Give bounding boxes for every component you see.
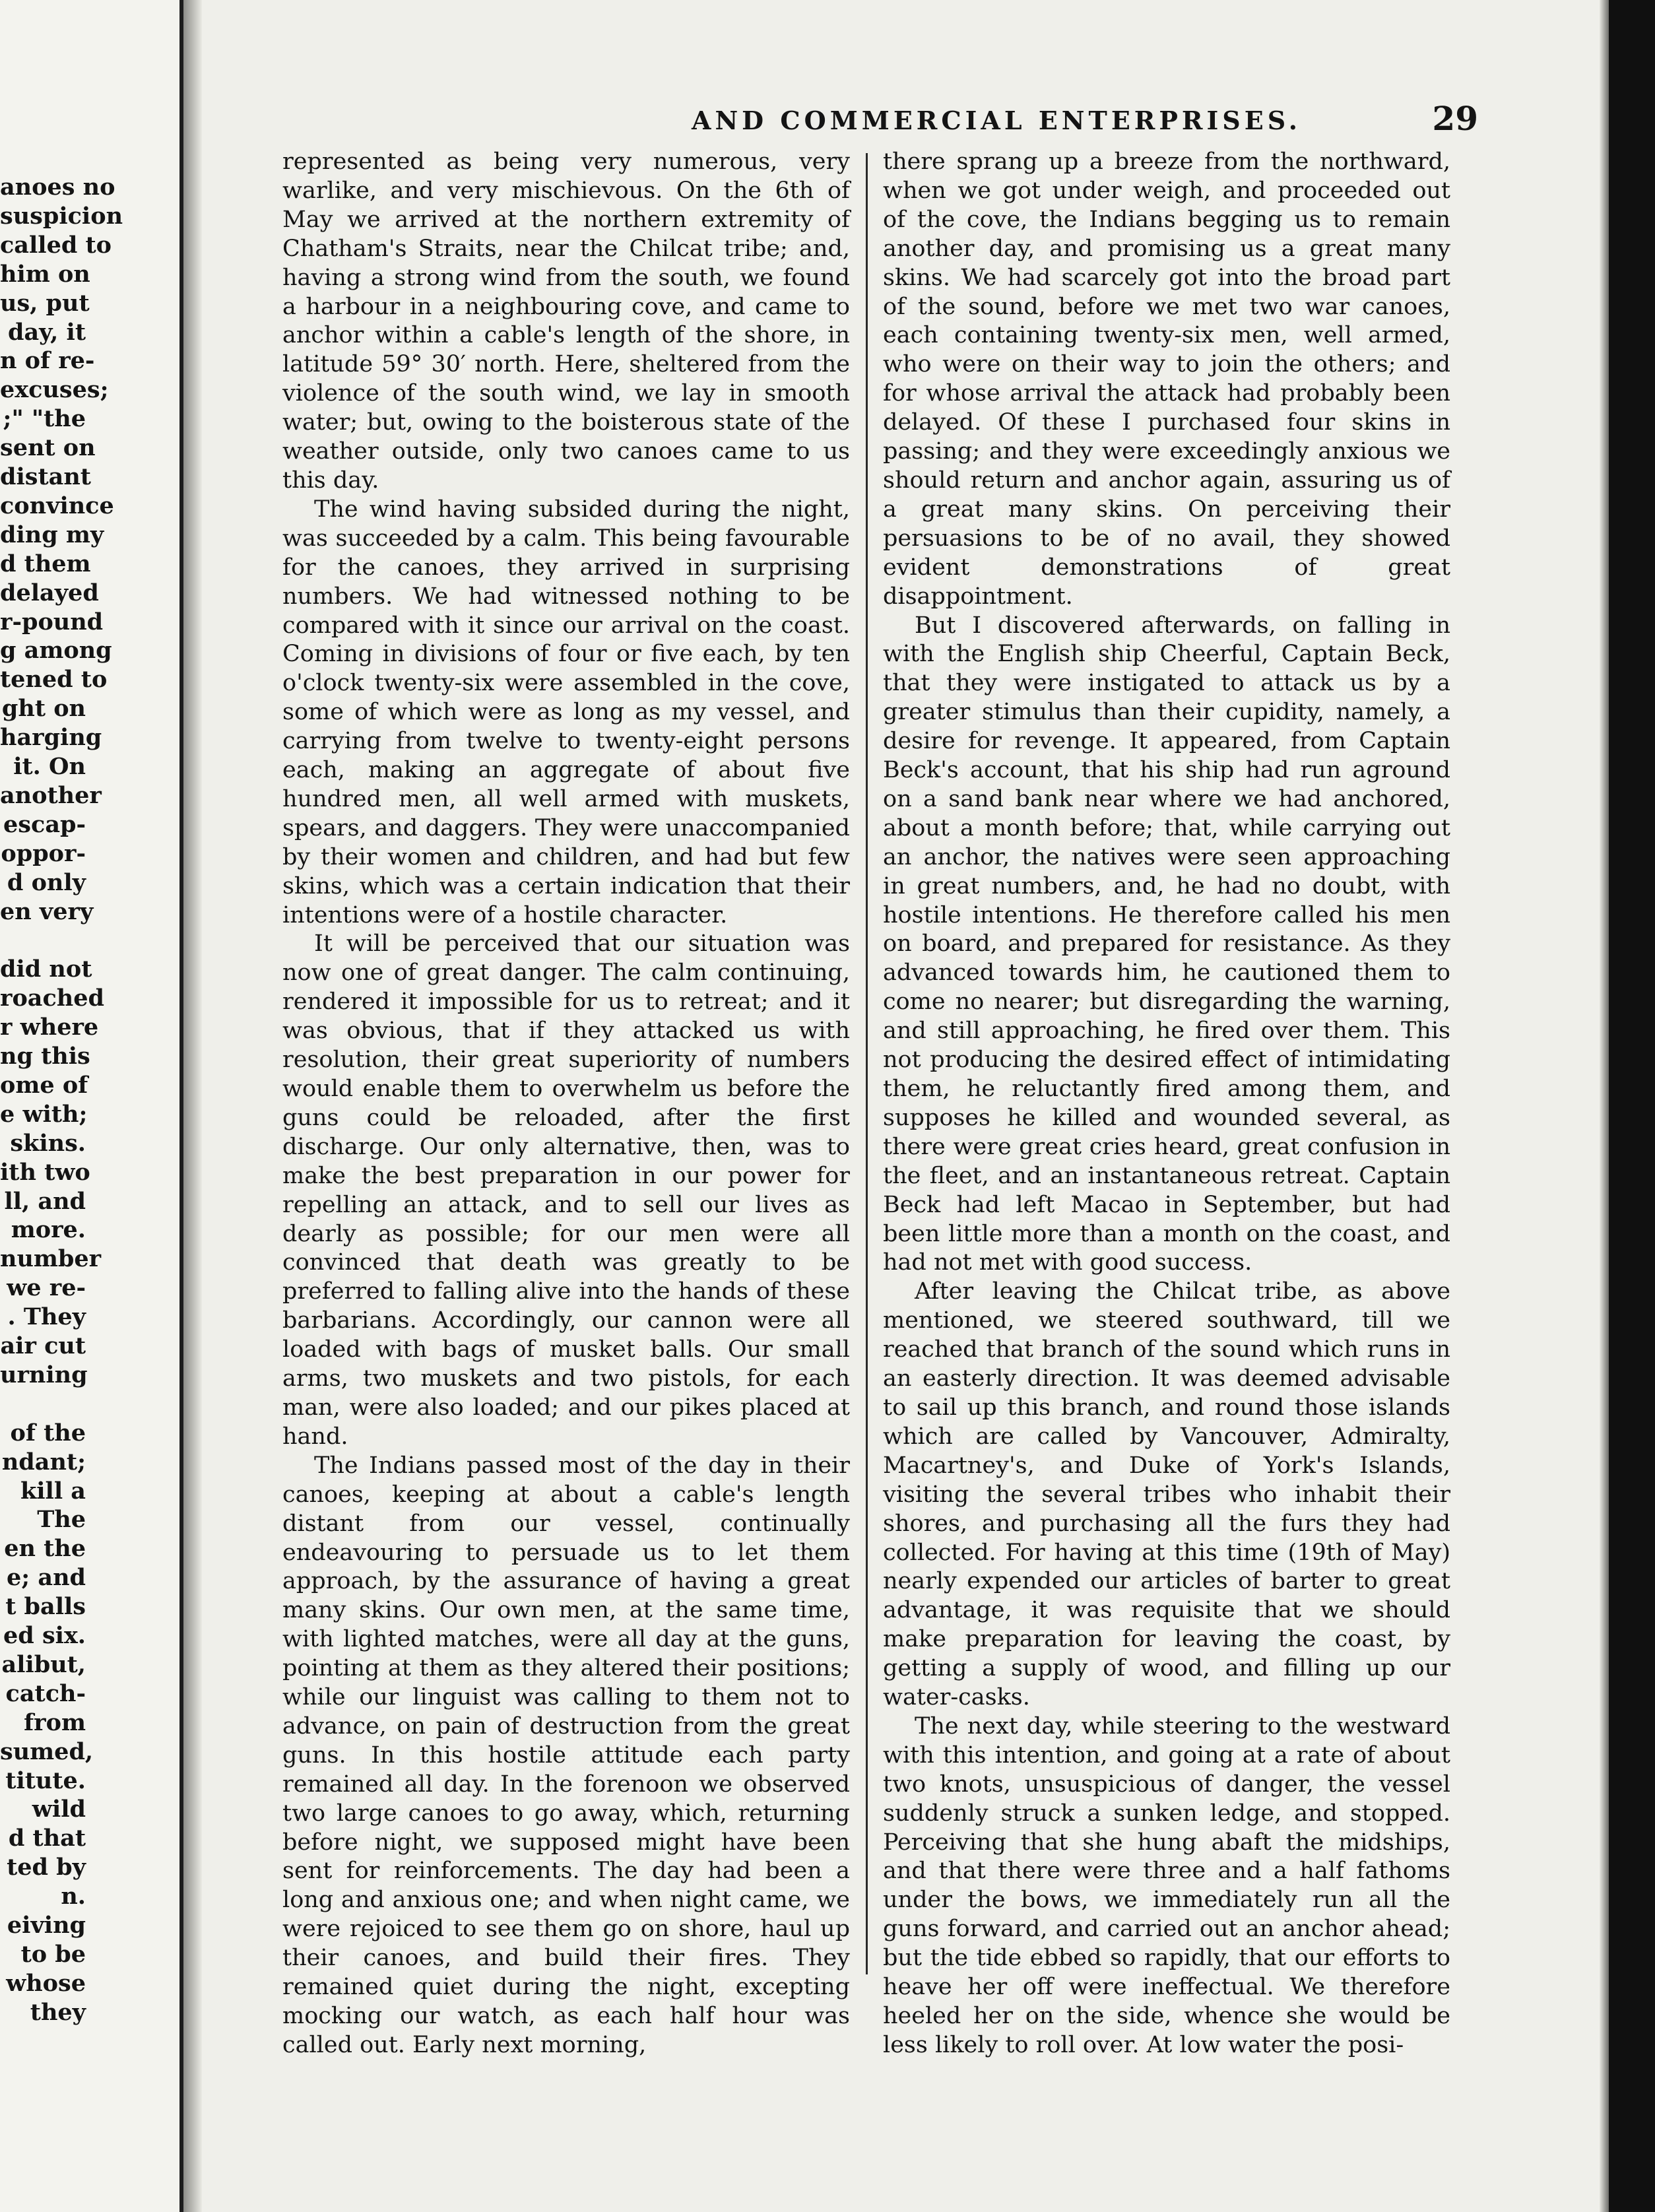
- paragraph: After leaving the Chilcat tribe, as above mentioned, we steered southward, till we reached that branch of the sound which runs in an easterly direction. It was deemed advisable to sail up this branch, and round those islands which are called by Vancouver, Admiralty, Macartney's, and Duke of York's Islands, visiting the several tribes who inhabit their shores, and purchasing all the furs they had collected. For having at this time (19th of May) nearly expended our articles of barter to great advantage, it was requisite that we should make preparation for leaving the coast, by getting a supply of wood, and filling up our water-casks.: [883, 1278, 1450, 1711]
- adjacent-page-line: d them: [0, 550, 91, 577]
- adjacent-page-line: we re-: [7, 1274, 86, 1302]
- adjacent-page-line: e with;: [0, 1100, 88, 1128]
- adjacent-page-line: en very: [0, 897, 94, 925]
- adjacent-page-line: t balls: [5, 1593, 86, 1621]
- adjacent-page-line: ;" "the: [3, 405, 86, 433]
- adjacent-page-line: did not: [0, 956, 92, 983]
- binding-shadow: [183, 0, 202, 2212]
- adjacent-page-line: skins.: [10, 1129, 86, 1157]
- adjacent-page-line: r where: [0, 1014, 99, 1041]
- paragraph: The next day, while steering to the westward with this intention, and going at a rate of about two knots, unsuspicious of danger, the vessel suddenly struck a sunken ledge, and stopped. Perceiving that she hung abaft the midships, and that there were three and a half fathoms under the bows, we immediately run all the guns forward, and carried out an anchor ahead; but the tide ebbed so rapidly, that our efforts to heave her off were ineffectual. We therefore heeled her on the side, whence she would be less likely to roll over. At low water the posi-: [883, 1712, 1450, 2058]
- paragraph: It will be perceived that our situation was now one of great danger. The calm continuing, rendered it impossible for us to retreat; and it was obvious, that if they attacked us with resolution, their great superiority of numbers would enable them to overwhelm us before the guns could be reloaded, after the first discharge. Our only alternative, then, was to make the best preparation in our power for repelling an attack, and to sell our lives as dearly as possible; for our men were all convinced that death was greatly to be preferred to falling alive into the hands of these barbarians. Accordingly, our cannon were all loaded with bags of musket balls. Our small arms, two muskets and two pistols, for each man, were also loaded; and our pikes placed at hand.: [282, 930, 850, 1450]
- adjacent-page-line: harging: [0, 724, 102, 752]
- adjacent-page-line: of the: [10, 1419, 86, 1447]
- adjacent-page-line: ith two: [0, 1158, 90, 1186]
- adjacent-page-line: ding my: [0, 521, 104, 548]
- adjacent-page-line: suspicion: [0, 202, 123, 230]
- adjacent-page-line: kill a: [20, 1477, 86, 1505]
- adjacent-page-line: from: [24, 1708, 86, 1736]
- adjacent-page-line: sent on: [0, 434, 96, 462]
- adjacent-page-line: e; and: [7, 1564, 86, 1592]
- adjacent-page-line: another: [0, 781, 102, 809]
- paragraph: there sprang up a breeze from the northward, when we got under weigh, and proceeded out of the cove, the Indians begging us to remain another day, and promising us a great many skins. We had scarcely got into the broad part of the sound, before we met two war canoes, each containing twenty-six men, well armed, who were on their way to join the others; and for whose arrival the attack had probably been delayed. Of these I purchased four skins in passing; and they were exceedingly anxious we should return and anchor again, assuring us of a great many skins. On perceiving their persuasions to be of no avail, they showed evident demonstrations of great disappointment.: [883, 148, 1450, 610]
- adjacent-page-line: him on: [0, 260, 90, 288]
- adjacent-page-line: whose: [6, 1969, 86, 1997]
- adjacent-page-line: day, it: [8, 318, 86, 346]
- adjacent-page-line: ng this: [0, 1043, 90, 1070]
- adjacent-page-line: us, put: [0, 289, 90, 317]
- adjacent-page-line: d that: [8, 1825, 86, 1852]
- adjacent-page-line: ome of: [0, 1071, 88, 1099]
- column-divider: [866, 153, 868, 1974]
- adjacent-page-line: ll, and: [4, 1187, 86, 1215]
- paragraph: represented as being very numerous, very warlike, and very mischievous. On the 6th of May we arrived at the northern extremity of Chatham's Straits, near the Chilcat tribe; and, having a strong wind from the south, we found a harbour in a neighbouring cove, and came to anchor within a cable's length of the shore, in latitude 59° 30′ north. Here, sheltered from the violence of the south wind, we lay in smooth water; but, owing to the boisterous state of the weather outside, only two canoes came to us this day.: [282, 148, 850, 494]
- adjacent-page-line: wild: [32, 1796, 86, 1823]
- adjacent-page-line: delayed: [0, 579, 99, 606]
- paragraph: The wind having subsided during the night, was succeeded by a calm. This being favourable for the canoes, they arrived in surprising numbers. We had witnessed nothing to be compared with it since our arrival on the coast. Coming in divisions of four or five each, by ten o'clock twenty-six were assembled in the cove, some of which were as long as my vessel, and carrying from twelve to twenty-eight persons each, making an aggregate of about five hundred men, all well armed with muskets, spears, and daggers. They were unaccompanied by their women and children, and had but few skins, which was a certain indication that their intentions were of a hostile character.: [282, 496, 850, 928]
- adjacent-page-line: catch-: [5, 1679, 86, 1707]
- adjacent-page-line: oppor-: [1, 839, 86, 867]
- adjacent-page-line: it. On: [13, 753, 86, 780]
- adjacent-page-line: more.: [11, 1216, 86, 1244]
- adjacent-page-fragment: [0, 0, 183, 2212]
- adjacent-page-line: air cut: [0, 1332, 86, 1359]
- adjacent-page-line: The: [37, 1506, 86, 1534]
- adjacent-page-line: urning: [0, 1361, 88, 1388]
- adjacent-page-line: tened to: [0, 666, 108, 694]
- adjacent-page-line: anoes no: [0, 174, 115, 201]
- adjacent-page-line: g among: [0, 637, 112, 665]
- adjacent-page-line: called to: [0, 231, 112, 259]
- paragraph: But I discovered afterwards, on falling in with the English ship Cheerful, Captain Beck, that they were instigated to attack us by a greater stimulus than their cupidity, namely, a desire for revenge. It appeared, from Captain Beck's account, that his ship had run aground on a sand bank near where we had anchored, about a month before; that, while carrying out an anchor, the natives were seen approaching in great numbers, and, he had no doubt, with hostile intentions. He therefore called his men on board, and prepared for resistance. As they advanced towards him, he cautioned them to come no nearer; but disregarding the warning, and still approaching, he fired over them. This not producing the desired effect of intimidating them, he reluctantly fired among them, and supposes he killed and wounded several, as there were great cries heard, great confusion in the fleet, and an instantaneous retreat. Captain Beck had left Macao in September, but had been little more than a month on the coast, and had not met with good success.: [883, 612, 1450, 1276]
- running-title: AND COMMERCIAL ENTERPRISES.: [691, 106, 1302, 135]
- adjacent-page-line: ndant;: [1, 1448, 86, 1476]
- adjacent-page-line: roached: [0, 985, 104, 1012]
- page-number: 29: [1432, 99, 1478, 138]
- adjacent-page-line: n of re-: [0, 347, 95, 375]
- adjacent-page-line: en the: [4, 1535, 86, 1563]
- adjacent-page-line: number: [0, 1245, 102, 1273]
- adjacent-page-line: . They: [7, 1303, 86, 1331]
- adjacent-page-line: they: [30, 1998, 86, 2026]
- adjacent-page-line: r-pound: [0, 608, 104, 635]
- adjacent-page-line: to be: [20, 1940, 86, 1968]
- adjacent-page-line: eiving: [7, 1912, 86, 1939]
- page-edge: [1609, 0, 1655, 2212]
- adjacent-page-line: alibut,: [1, 1650, 86, 1678]
- text-column-left: [282, 148, 850, 2058]
- adjacent-page-line: n.: [61, 1883, 86, 1910]
- adjacent-page-line: ght on: [1, 695, 86, 723]
- adjacent-page-line: escap-: [3, 810, 86, 838]
- adjacent-page-line: ed six.: [3, 1622, 86, 1649]
- text-column-right: [883, 148, 1450, 2058]
- adjacent-page-line: sumed,: [0, 1738, 94, 1765]
- adjacent-page-line: convince: [0, 492, 114, 519]
- adjacent-page-line: distant: [0, 463, 91, 490]
- adjacent-page-line: d only: [7, 868, 86, 896]
- paragraph: The Indians passed most of the day in their canoes, keeping at about a cable's length distant from our vessel, continually endeavouring to persuade us to let them approach, by the assurance of having a great many skins. Our own men, at the same time, with lighted matches, were all day at the guns, pointing at them as they altered their positions; while our linguist was calling to them not to advance, on pain of destruction from the great guns. In this hostile attitude each party remained all day. In the forenoon we observed two large canoes to go away, which, returning before night, we supposed might have been sent for reinforcements. The day had been a long and anxious one; and when night came, we were rejoiced to see them go on shore, haul up their canoes, and build their fires. They remained quiet during the night, excepting mocking our watch, as each half hour was called out. Early next morning,: [282, 1452, 850, 2058]
- adjacent-page-line: ted by: [7, 1854, 86, 1881]
- adjacent-page-line: excuses;: [0, 376, 109, 404]
- adjacent-page-line: titute.: [5, 1767, 86, 1794]
